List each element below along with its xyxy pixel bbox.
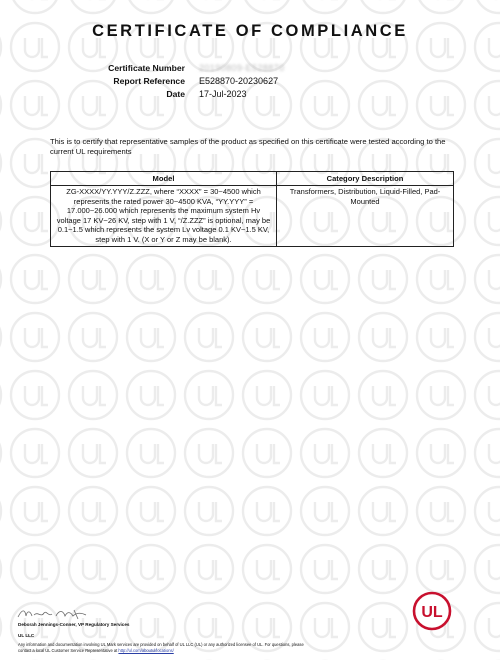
disclaimer <box>18 642 438 653</box>
product-table <box>50 171 454 247</box>
category-column-header: Category Description <box>277 172 454 186</box>
ul-logo <box>412 591 452 631</box>
category-cell: Transformers, Distribution, Liquid-Filled, Pad-Mounted <box>277 186 454 247</box>
certificate-meta <box>60 62 284 101</box>
disclaimer-line-1: Any information and documentation involving UL Mark services are provided on behalf of UL LLC (UL) or any authorized licensee of UL. For questions, please <box>18 642 304 647</box>
certificate-number-row <box>60 62 284 75</box>
ul-logo-text: UL <box>421 604 443 621</box>
report-reference-value: E528870-20230627 <box>199 76 279 86</box>
model-cell: ZG-XXXX/YY.YYY/Z.ZZZ, where “XXXX” = 30~4500 which represents the rated power 30~4500 KVA, “YY.YYY” = 17.000~26.000 which represents the maximum system Hv voltage 17 KV~26 KV, step with 1 V, “/Z.ZZZ” is optional, may be 0.1~1.5 which represents the system Lv voltage 0.1 KV~1.5 KV, step with 1 V. (X or Y or Z may be blank). <box>51 186 277 247</box>
model-column-header: Model <box>51 172 277 186</box>
organization-name: UL LLC <box>18 633 35 638</box>
table-header-row <box>51 172 454 186</box>
certificate-number-value: 20190809-E528870 <box>199 63 285 73</box>
signatory-name: Deborah Jennings-Conner, VP Regulatory Services <box>18 622 130 627</box>
signature-image <box>16 607 96 621</box>
disclaimer-line-2: contact a local UL Customer Service Representative at <box>18 647 118 653</box>
date-value: 17-Jul-2023 <box>199 89 247 99</box>
certification-statement: This is to certify that representative samples of the product as specified on this certificate were tested according to the current UL requirements <box>50 137 446 156</box>
certificate-title: CERTIFICATE OF COMPLIANCE <box>92 22 408 40</box>
table-row <box>51 186 454 247</box>
date-label: Date <box>166 89 185 99</box>
date-row <box>60 88 284 101</box>
certificate-number-label: Certificate Number <box>108 63 185 73</box>
locations-link[interactable]: http://ul.com/aboutul/locations/ <box>118 647 174 653</box>
report-reference-label: Report Reference <box>113 76 185 86</box>
report-reference-row <box>60 75 284 88</box>
